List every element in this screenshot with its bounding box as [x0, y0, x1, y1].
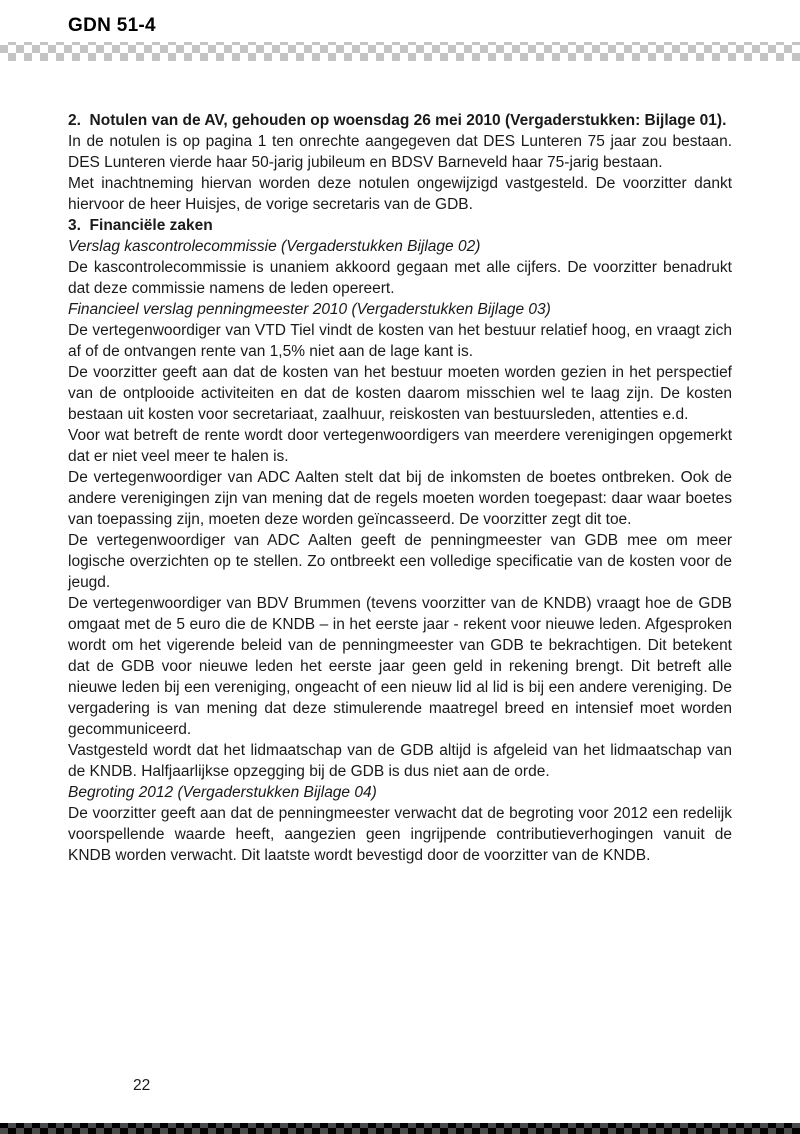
paragraph: In de notulen is op pagina 1 ten onrechte aangegeven dat DES Lunteren 75 jaar zou bestaan. DES Lunteren vierde haar 50-jarig jubileum en BDSV Barneveld haar 75-jarig bestaan.: [68, 133, 732, 171]
header-checker-band: [0, 42, 800, 61]
section-heading-notulen: 2. Notulen van de AV, gehouden op woensdag 26 mei 2010 (Vergaderstukken: Bijlage 01).: [68, 112, 727, 129]
paragraph: De vertegenwoordiger van ADC Aalten stelt dat bij de inkomsten de boetes ontbreken. Ook de andere verenigingen zijn van mening dat de regels moeten worden toegepast: daar waar boetes van toepassing zijn, moeten deze worden geïncasseerd. De voorzitter zegt dit toe.: [68, 469, 732, 528]
paragraph: Met inachtneming hiervan worden deze notulen ongewijzigd vastgesteld. De voorzitter dankt hiervoor de heer Huisjes, de vorige secretaris van de GDB.: [68, 175, 732, 213]
paragraph: De kascontrolecommissie is unaniem akkoord gegaan met alle cijfers. De voorzitter benadrukt dat deze commissie namens de leden opereert.: [68, 259, 732, 297]
footer-checker-band: [0, 1123, 800, 1134]
page-number: 22: [133, 1077, 151, 1094]
paragraph: Voor wat betreft de rente wordt door vertegenwoordigers van meerdere verenigingen opgemerkt dat er niet veel meer te halen is.: [68, 427, 732, 465]
section-heading-financiele-zaken: 3. Financiële zaken: [68, 217, 213, 234]
subsection-title-kascontrolecommissie: Verslag kascontrolecommissie (Vergaderstukken Bijlage 02): [68, 238, 481, 255]
subsection-title-begroting-2012: Begroting 2012 (Vergaderstukken Bijlage 04): [68, 784, 377, 801]
paragraph: De voorzitter geeft aan dat de penningmeester verwacht dat de begroting voor 2012 een redelijk voorspellende waarde heeft, aangezien geen ingrijpende contributieverhogingen vanuit de KNDB worden verwacht. Dit laatste wordt bevestigd door de voorzitter van de KNDB.: [68, 805, 732, 864]
paragraph: De vertegenwoordiger van ADC Aalten geeft de penningmeester van GDB mee om meer logische overzichten op te stellen. Zo ontbreekt een volledige specificatie van de kosten voor de jeugd.: [68, 532, 732, 591]
subsection-title-financieel-verslag: Financieel verslag penningmeester 2010 (Vergaderstukken Bijlage 03): [68, 301, 551, 318]
doc-code: GDN 51-4: [68, 15, 156, 36]
paragraph: De vertegenwoordiger van BDV Brummen (tevens voorzitter van de KNDB) vraagt hoe de GDB omgaat met de 5 euro die de KNDB – in het eerste jaar - rekent voor nieuwe leden. Afgesproken wordt om het vigerende beleid van de penningmeester van GDB te bekrachtigen. Dit betekent dat de GDB voor nieuwe leden het eerste jaar geen geld in rekening brengt. Dit betreft alle nieuwe leden bij een vereniging, ongeacht of een nieuw lid al lid is bij een andere vereniging. De vergadering is van mening dat deze stimulerende maatregel breed en intensief moet worden gecommuniceerd.: [68, 595, 732, 738]
paragraph: Vastgesteld wordt dat het lidmaatschap van de GDB altijd is afgeleid van het lidmaatschap van de KNDB. Halfjaarlijkse opzegging bij de GDB is dus niet aan de orde.: [68, 742, 732, 780]
document-body: [68, 110, 732, 866]
paragraph: De voorzitter geeft aan dat de kosten van het bestuur moeten worden gezien in het perspectief van de ontplooide activiteiten en dat de kosten daarom misschien wel te laag zijn. De kosten bestaan uit kosten voor secretariaat, zaalhuur, reiskosten van bestuursleden, attenties e.d.: [68, 364, 732, 423]
paragraph: De vertegenwoordiger van VTD Tiel vindt de kosten van het bestuur relatief hoog, en vraagt zich af of de ontvangen rente van 1,5% niet aan de lage kant is.: [68, 322, 732, 360]
